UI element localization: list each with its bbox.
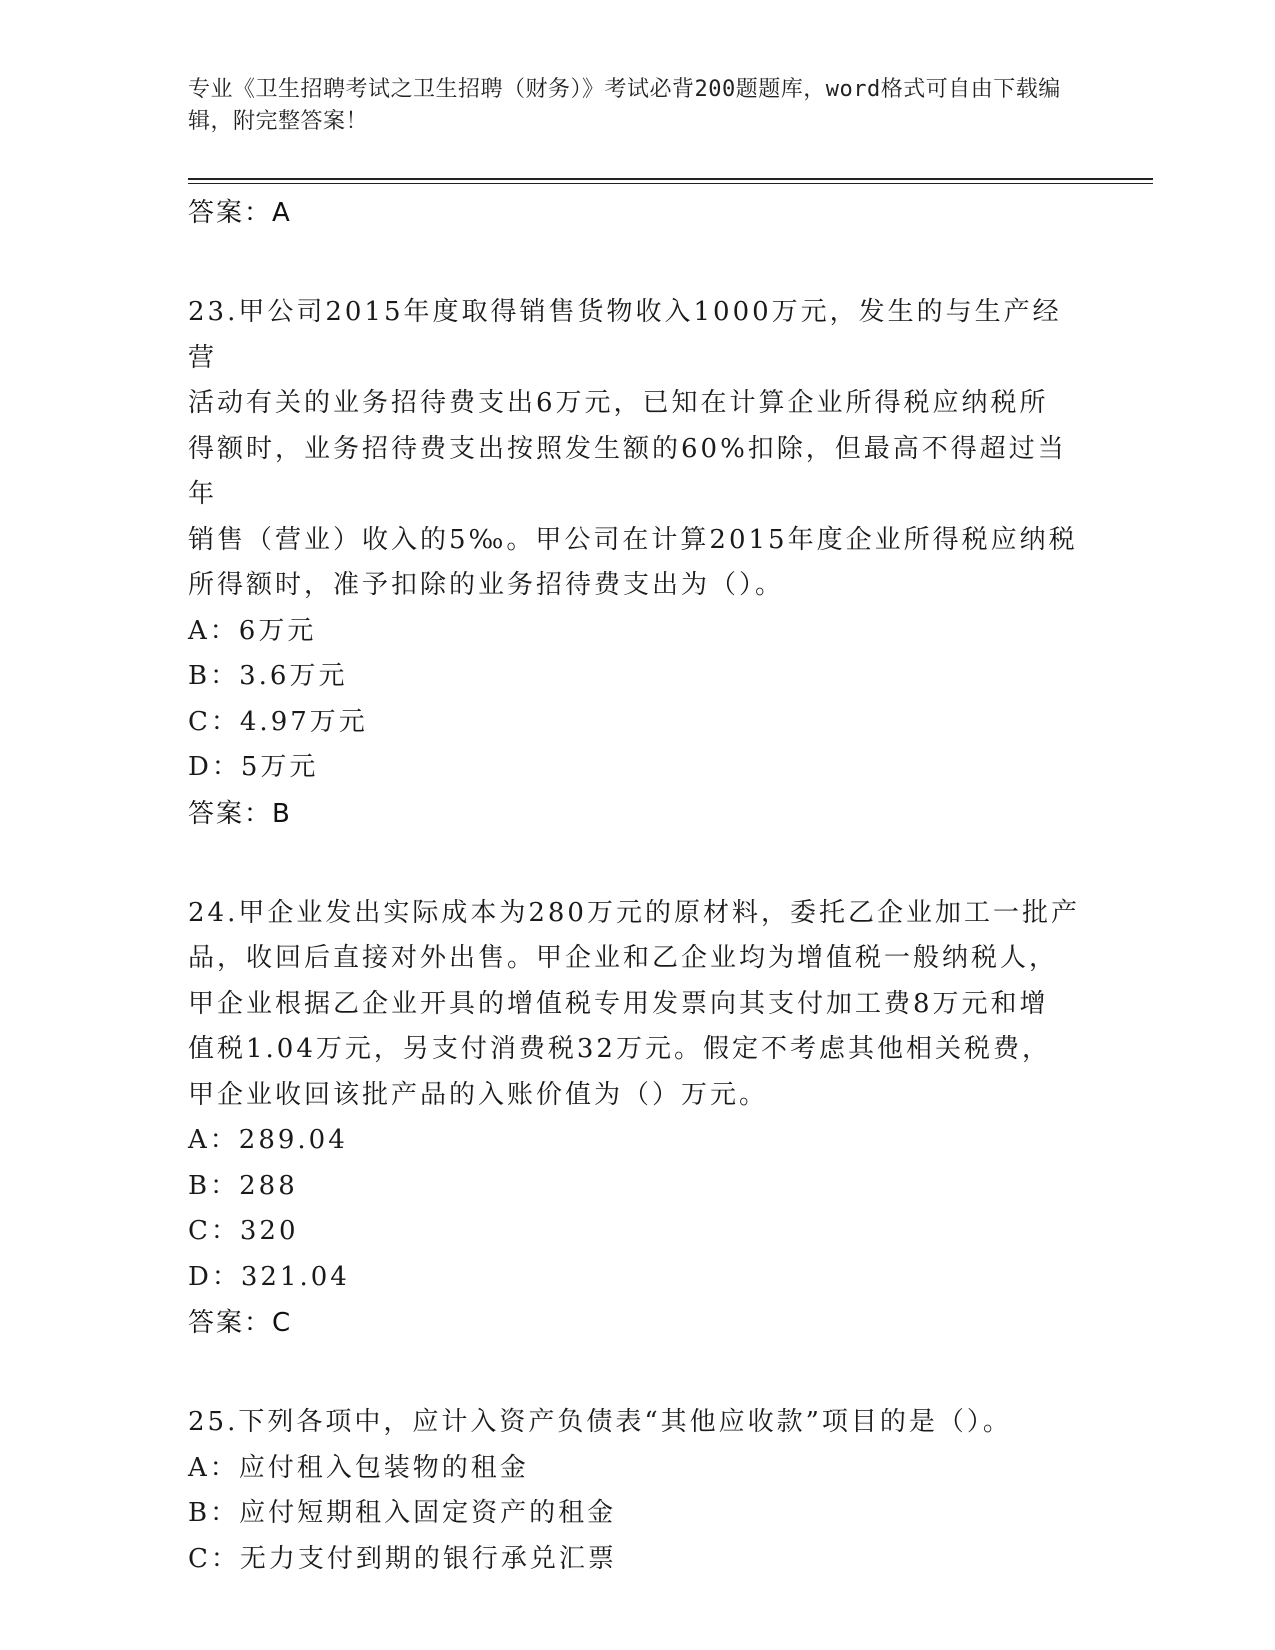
option-b: B：288 xyxy=(188,1170,298,1201)
option-c: C：4.97万元 xyxy=(188,706,368,737)
question-text: 24.甲企业发出实际成本为280万元的原材料，委托乙企业加工一批产 品，收回后直接对外出售。甲企业和乙企业均为增值税一般纳税人， 甲企业根据乙企业开具的增值税专用发票向其支付加工费8万元和增 值税1.04万元，另支付消费税32万元。假定不考虑其他相关税费， 甲企业收回该批产品的入账价值为（）万元。 xyxy=(188,897,1080,1110)
option-d: D：321.04 xyxy=(188,1261,350,1292)
option-b: B：应付短期租入固定资产的租金 xyxy=(188,1498,617,1528)
header-divider-thick xyxy=(188,178,1153,180)
option-c: C：无力支付到期的银行承兑汇票 xyxy=(188,1543,617,1574)
option-c: C：320 xyxy=(188,1216,299,1246)
option-a: A：6万元 xyxy=(188,615,317,646)
option-b: B：3.6万元 xyxy=(188,661,348,691)
option-a: A：应付租入包装物的租金 xyxy=(188,1452,529,1483)
option-d: D：5万元 xyxy=(188,752,319,782)
question-block-23 xyxy=(188,290,1088,837)
page-header: 专业《卫生招聘考试之卫生招聘（财务）》考试必背200题题库，word格式可自由下载编辑，附完整答案！ xyxy=(188,77,1061,134)
answer-line: 答案：C xyxy=(188,1308,293,1338)
document-body xyxy=(188,190,1088,1582)
question-text: 25.下列各项中，应计入资产负债表“其他应收款”项目的是（）。 xyxy=(188,1407,1012,1437)
answer-line-q22: 答案：A xyxy=(188,198,292,228)
question-block-25 xyxy=(188,1400,1088,1582)
question-block-24 xyxy=(188,891,1088,1347)
answer-line: 答案：B xyxy=(188,798,292,829)
header-divider-thin xyxy=(188,183,1153,184)
option-a: A：289.04 xyxy=(188,1125,348,1155)
question-text: 23.甲公司2015年度取得销售货物收入1000万元，发生的与生产经营 活动有关的业务招待费支出6万元，已知在计算企业所得税应纳税所 得额时，业务招待费支出按照发生额的60%扣除，但最高不得超过当年 销售（营业）收入的5‰。甲公司在计算2015年度企业所得税应纳税 所得额时，准予扣除的业务招待费支出为（）。 xyxy=(188,297,1078,600)
